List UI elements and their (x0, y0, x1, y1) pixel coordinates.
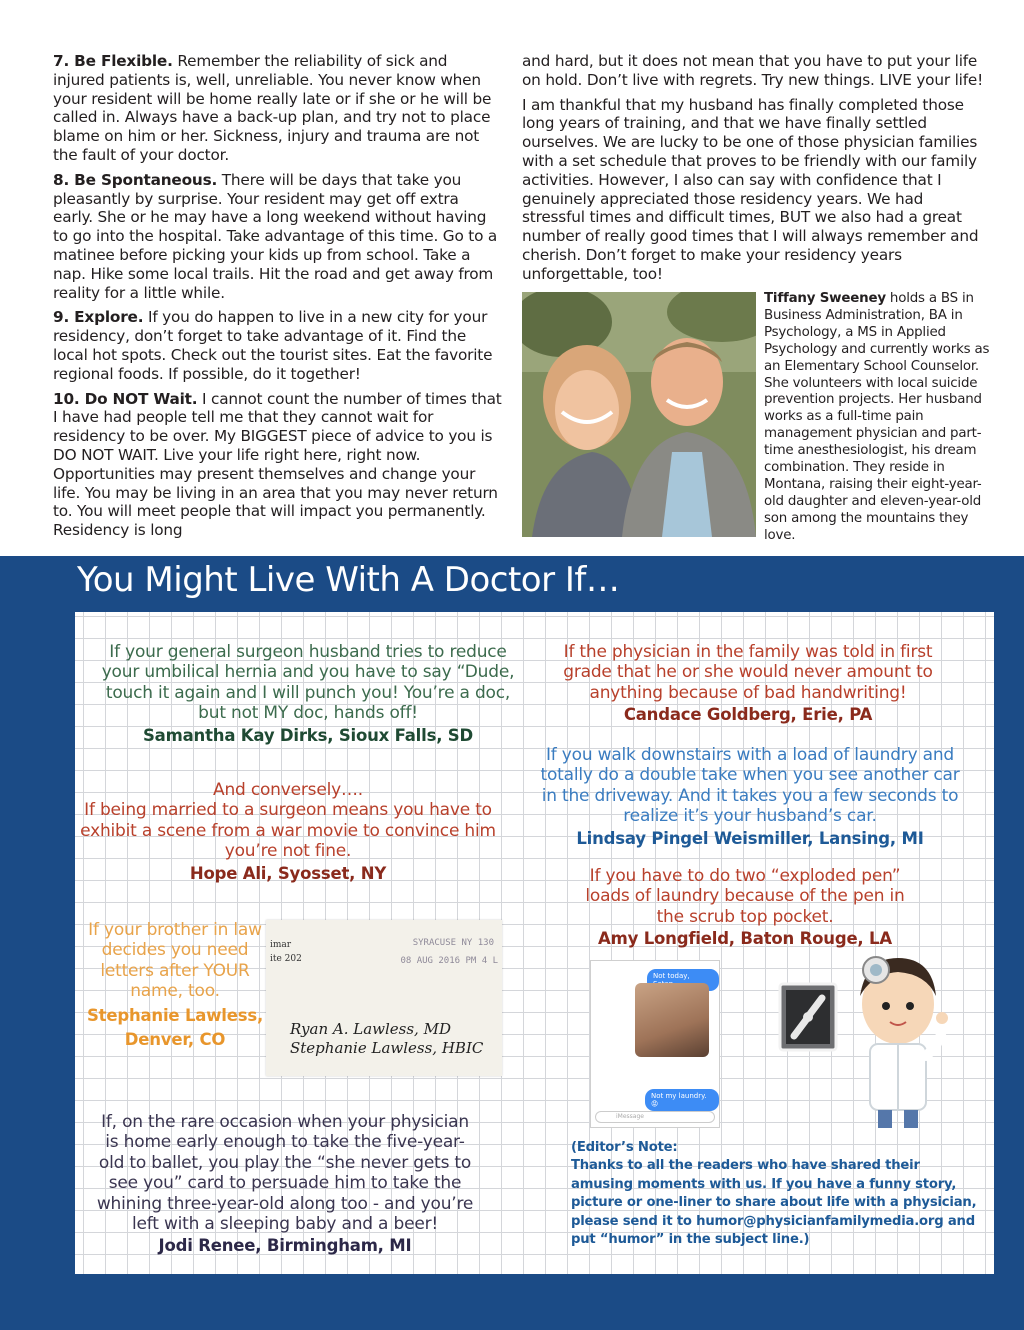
tip-9 (53, 308, 503, 383)
author-bio (764, 291, 996, 545)
tip-10-body: I cannot count the number of times that I have had people tell me that they cannot wait for residency to be over. My BIGGEST piece of advice to you is DO NOT WAIT. Live your life right here, right now. Opportunities may present themselves and change your life. You may be living in an area that you may never return to. You will meet people that will impact you permanently. Residency is long (53, 389, 502, 540)
message-bubble: Not today, (647, 969, 719, 991)
quote-author: Amy Longfield, Baton Rouge, LA (598, 929, 892, 949)
article-left-column (53, 52, 503, 546)
doctor-cartoon-icon (846, 944, 956, 1134)
tip-8-body: There will be days that take you pleasantly by surprise. Your resident may get off extra early. She or he may have a long weekend without having to go into the hospital. Take advantage of this time. Go to a matinee before picking your kids up from school. Take a nap. Hike some local trails. Hit the road and get away from reality for a little while. (53, 170, 498, 302)
tip-10 (53, 390, 503, 540)
quote-author: Candace Goldberg, Erie, PA (623, 705, 873, 725)
quote-author: Jodi Renee, Birmingham, MI (158, 1236, 412, 1256)
text-message-screenshot (590, 960, 720, 1128)
article-right-column (522, 52, 987, 290)
envelope-corner-line: imar (270, 940, 292, 950)
quote-candace (552, 642, 944, 726)
tip-7-heading: 7. Be Flexible. (53, 52, 173, 70)
tip-9-body: If you do happen to live in a new city for your residency, don’t forget to take advantage of it. Find the local hot spots. Check out the tourist sites. Eat the favorite regional foods. If possible, do it together! (53, 308, 493, 383)
quote-author: Samantha Kay Dirks, Sioux Falls, SD (143, 725, 473, 745)
article-paragraph: and hard, but it does not mean that you have to put your life on hold. Don’t live with regrets. Try new things. LIVE your life! (522, 52, 984, 89)
couple-photo-illustration (522, 292, 756, 537)
quote-text: If your brother in law decides you need letters after YOUR name, too. (88, 920, 262, 1002)
quote-text: If the physician in the family was told in first grade that he or she would never amount to anything because of bad handwriting! (563, 642, 933, 703)
quote-lindsay (540, 745, 960, 849)
quote-jodi (96, 1112, 474, 1257)
quote-author: Hope Ali, Syosset, NY (189, 863, 387, 883)
section-title: You Might Live With A Doctor If… (77, 560, 620, 600)
author-name: Tiffany Sweeney (764, 291, 886, 306)
quote-text: If you walk downstairs with a load of laundry and totally do a double take when you see another car in the driveway. And it takes you a few seconds to realize it’s your husband’s car. (540, 745, 960, 827)
quote-lead: And conversely…. (213, 780, 363, 800)
tip-9-heading: 9. Explore. (53, 308, 144, 327)
quote-author: Stephanie Lawless, (86, 1005, 264, 1025)
envelope-corner-line: ite 202 (270, 954, 302, 964)
quote-text: If your general surgeon husband tries to reduce your umbilical hernia and you have to say “Dude, touch it again and I will punch you! You’re a doc, but not MY doc, hands off! (101, 642, 515, 724)
envelope-corner-text (270, 938, 302, 966)
quote-text: If you have to do two “exploded pen” loads of laundry because of the pen in the scrub top pocket. (585, 866, 905, 927)
quote-author: Lindsay Pingel Weismiller, Lansing, MI (576, 828, 924, 848)
message-photo (635, 983, 709, 1057)
quote-text: If being married to a surgeon means you have to exhibit a scene from a war movie to convince him you’re not fine. (80, 800, 496, 862)
postmark-date: 08 AUG 2016 PM 4 L (400, 956, 498, 966)
editors-note-body: Thanks to all the readers who have shared their amusing moments with us. If you have a funny story, picture or one-liner to share about life with a physician, please send it to humor@physicianfamilymedia.org and put “humor” in the subject line.) (571, 1158, 977, 1248)
quote-samantha (96, 642, 520, 746)
handwritten-line: Ryan A. Lawless, MD (290, 1020, 451, 1038)
message-input: iMessage (595, 1111, 715, 1123)
message-bubble: Not my laundry. 😡 (645, 1089, 719, 1111)
tip-8 (53, 171, 503, 303)
author-photo (522, 292, 756, 537)
editors-note-heading: (Editor’s Note: (571, 1140, 678, 1155)
quote-author-location: Denver, CO (124, 1030, 226, 1050)
xray-icon (776, 982, 840, 1054)
tip-8-heading: 8. Be Spontaneous. (53, 170, 218, 189)
quote-stephanie (84, 920, 266, 1050)
quote-amy (582, 866, 908, 950)
handwritten-address (290, 1020, 483, 1058)
tip-7-body: Remember the reliability of sick and injured patients is, well, unreliable. You never know when your resident will be home really late or if she or he will be called in. Always have a back-up plan, and try not to place blame on him or her. Sickness, injury and trauma are not the fault of your doctor. (53, 52, 492, 164)
quote-text: If, on the rare occasion when your physician is home early enough to take the five-year-old to ballet, you play the “she never gets to see you” card to persuade him to take the whining three-year-old along too - and you’re left with a sleeping baby and a beer! (96, 1112, 474, 1235)
quote-hope (80, 780, 496, 884)
envelope-photo (266, 920, 502, 1076)
tip-7 (53, 52, 503, 165)
article-paragraph: I am thankful that my husband has finally completed those long years of training, and that we have finally settled ourselves. We are lucky to be one of those physician families with a set schedule that proves to be friendly with our family activities. However, I also can say with confidence that I genuinely appreciated those residency years. We had stressful times and difficult times, BUT we also had a great number of really good times that I will always remember and cherish. Don’t forget to make your residency years unforgettable, too! (522, 95, 979, 283)
handwritten-line: Stephanie Lawless, HBIC (290, 1039, 484, 1057)
postmark-line: SYRACUSE NY 130 (412, 938, 494, 948)
editors-note (571, 1139, 981, 1249)
tip-10-heading: 10. Do NOT Wait. (53, 389, 198, 408)
author-bio-text: holds a BS in Business Administration, BA in Psychology, a MS in Applied Psychology and currently works as an Elementary School Counselor. She volunteers with local suicide prevention projects. Her husband works as a full-time pain management physician and part-time anesthesiologist, his dream combination. They reside in Montana, raising their eight-year-old daughter and eleven-year-old son among the mountains they love. (764, 291, 990, 543)
